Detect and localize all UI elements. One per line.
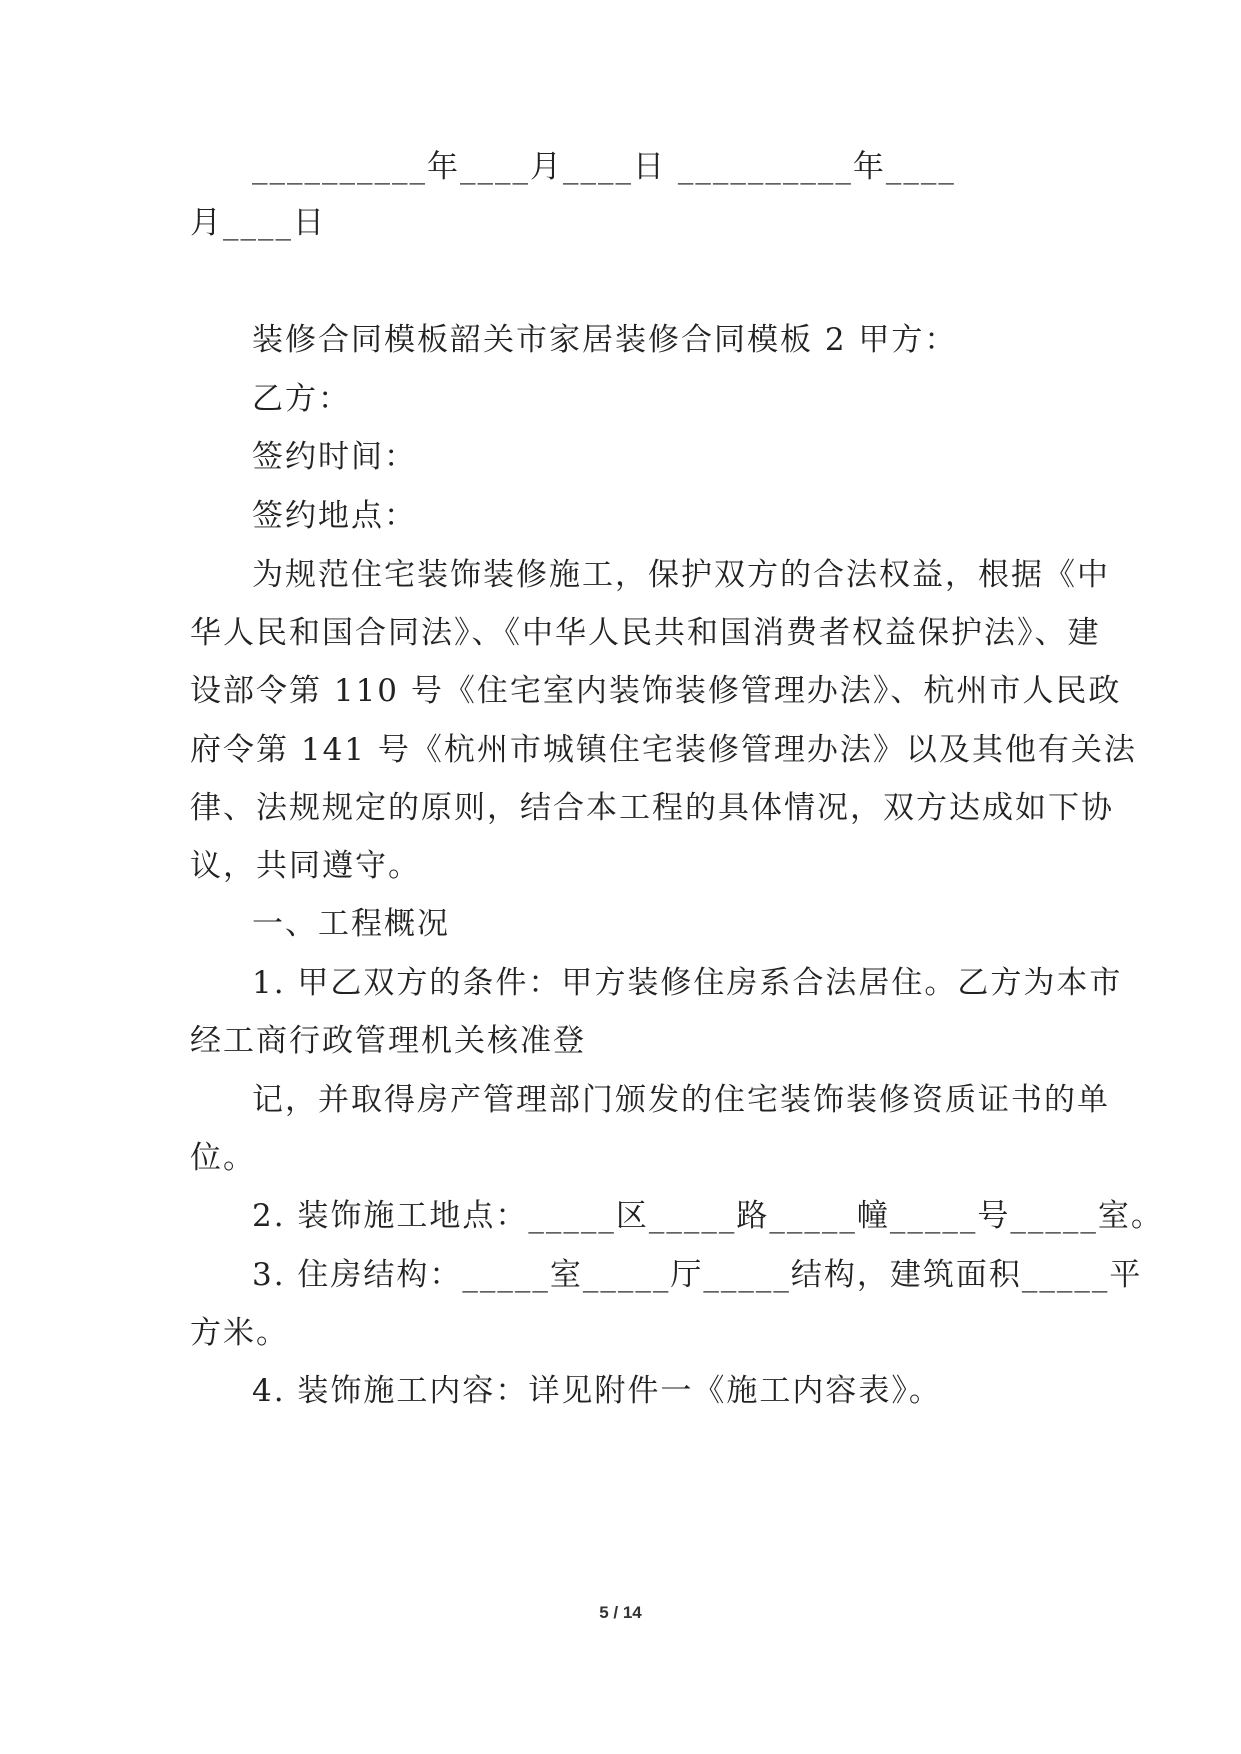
paragraph-line: 府令第 141 号《杭州市城镇住宅装修管理办法》以及其他有关法 <box>190 732 1137 768</box>
clause-4-line: 4. 装饰施工内容：详见附件一《施工内容表》。 <box>252 1373 942 1409</box>
clause-2-line: 2. 装饰施工地点：_____区_____路_____幢_____号_____室。 <box>252 1198 1164 1234</box>
paragraph-line: 议，共同遵守。 <box>190 848 421 884</box>
clause-3-line: 3. 住房结构：_____室_____厅_____结构，建筑面积_____平 <box>252 1257 1143 1293</box>
party-b-label: 乙方： <box>252 381 351 417</box>
clause-1-line: 经工商行政管理机关核准登 <box>190 1023 586 1059</box>
paragraph-line: 华人民和国合同法》、《中华人民共和国消费者权益保护法》、建 <box>190 615 1101 651</box>
signing-place-label: 签约地点： <box>252 498 417 534</box>
signing-time-label: 签约时间： <box>252 439 417 475</box>
signature-date-line: __________年____月____日 __________年____ <box>252 149 956 185</box>
section-heading: 一、工程概况 <box>252 906 450 942</box>
page-number: 5 / 14 <box>599 1603 642 1622</box>
clause-3-line: 方米。 <box>190 1315 289 1351</box>
paragraph-line: 设部令第 110 号《住宅室内装饰装修管理办法》、杭州市人民政 <box>190 673 1122 709</box>
clause-1-line: 位。 <box>190 1140 256 1176</box>
signature-date-line-continued: 月____日 <box>190 205 326 241</box>
contract-title: 装修合同模板韶关市家居装修合同模板 2 甲方： <box>252 322 958 358</box>
paragraph-line: 为规范住宅装饰装修施工，保护双方的合法权益，根据《中 <box>252 557 1110 593</box>
clause-1-line: 1. 甲乙双方的条件：甲方装修住房系合法居住。乙方为本市 <box>252 965 1123 1001</box>
clause-1-line: 记，并取得房产管理部门颁发的住宅装饰装修资质证书的单 <box>252 1082 1110 1118</box>
paragraph-line: 律、法规规定的原则，结合本工程的具体情况，双方达成如下协 <box>190 790 1114 826</box>
